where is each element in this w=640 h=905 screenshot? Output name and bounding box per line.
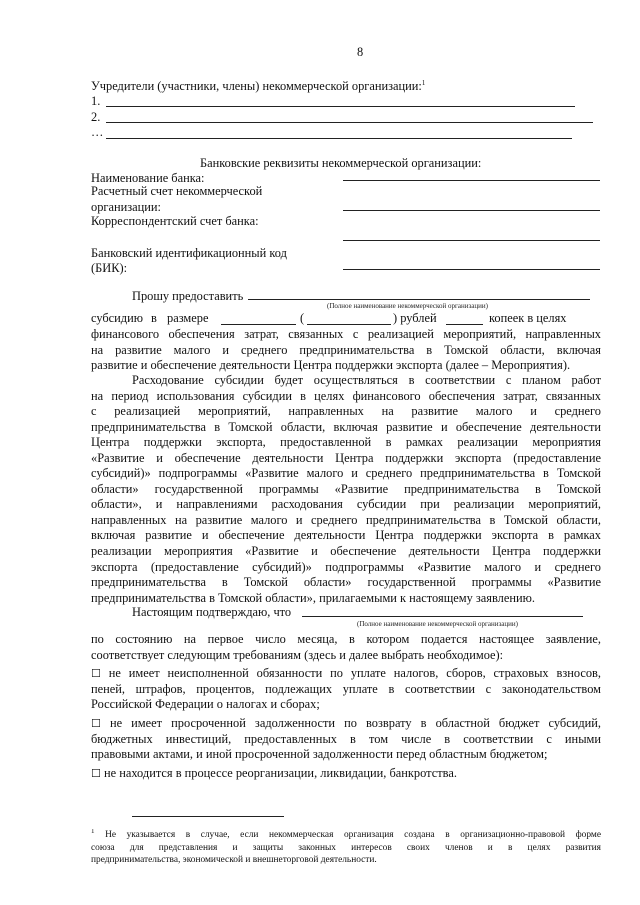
checkbox-icon[interactable]: ☐ [91,667,101,680]
checkbox-icon[interactable]: ☐ [91,717,101,730]
option-reorganization[interactable]: ☐ не находится в процессе реорганизации, ликвидации, банкротства. [91,766,457,780]
account-label-2: организации: [91,200,161,214]
request-lead: Прошу предоставить [132,289,244,303]
subsidy-line: субсидию в размере ( ) рублей копеек в целях [91,311,567,325]
founder-1-line[interactable] [106,106,575,107]
account-line[interactable] [343,210,600,211]
page-number: 8 [357,45,364,59]
bik-line[interactable] [343,269,600,270]
bank-name-line[interactable] [343,180,600,181]
spending-body: Расходование субсидии будет осуществляться в соответствии с планом работ на период использования субсидии в целях финансового обеспечения затрат, связанных с реализацией мероприятий, направленных на развитие малого и среднего предпринимательства в Томской области, включая развитие и обеспечение деятельности Центра поддержки экспорта, предоставленной в рамках реализации мероприятия «Развитие и обеспечение деятельности Центра поддержки экспорта (предоставление субсидий)» подпрограммы «Развитие малого и среднего предпринимательства в Томской области» государственной программы «Развитие предпринимательства в Томской области», и направлениями расходования субсидии при реализации мероприятий, направленных на развитие малого и среднего предпринимательства в Томской области, включая развитие и обеспечение деятельности Центра поддержки экспорта в рамках реализации мероприятия «Развитие и обеспечение деятельности Центра поддержки экспорта (предоставление субсидий)» подпрограммы «Развитие малого и среднего предпринимательства в Томской области» государственной программы «Развитие предпринимательства в Томской области», прилагаемыми к настоящему заявлению. [91,373,601,605]
confirm-body: по состоянию на первое число месяца, в котором подается настоящее заявление, соответствует следующим требованиям (здесь и далее выбрать необходимое): [91,632,601,662]
founder-more-line[interactable] [106,138,572,139]
option-debt[interactable]: ☐ не имеет просроченной задолженности по возврату в областной бюджет субсидий, бюджетных инвестиций, предоставленных в том числе в соответствии с иными правовыми актами, и иной просроченной задолженности перед областным бюджетом; [91,716,601,762]
founder-2-line[interactable] [106,122,593,123]
founder-1-label: 1. [91,94,101,108]
subsidy-amount-line[interactable] [221,324,296,325]
request-org-line[interactable] [248,299,590,300]
bik-label-1: Банковский идентификационный код [91,246,287,260]
footnote: $^1$ Не указывается в случае, если некоммерческая организация создана в организационно-правовой форме союза для представления и защиты законных интересов своих членов и в целях развития предпринимательства, экономической и внешнеторговой деятельности. [91,829,601,867]
footnote-ref: 1 [421,78,426,87]
bik-label-2: (БИК): [91,261,128,275]
footnote-marker: 1 [91,829,95,835]
footnote-separator [132,816,284,817]
corr-account-line[interactable] [343,240,600,241]
founder-more-label: … [91,125,104,139]
checkbox-icon[interactable]: ☐ [91,767,101,780]
founder-2-label: 2. [91,110,101,124]
option-taxes[interactable]: ☐ не имеет неисполненной обязанности по уплате налогов, сборов, страховых взносов, пеней, штрафов, процентов, подлежащих уплате в соответствии с законодательством Российской Федерации о налогах и сборах; [91,666,601,712]
confirm-org-hint: (Полное наименование некоммерческой организации) [357,620,518,628]
request-org-hint: (Полное наименование некоммерческой организации) [327,302,488,310]
bank-heading: Банковские реквизиты некоммерческой организации: [200,156,482,170]
account-label-1: Расчетный счет некоммерческой [91,184,263,198]
subsidy-kop-line[interactable] [446,324,483,325]
bank-name-label: Наименование банка: [91,171,205,185]
founders-heading: Учредители (участники, члены) некоммерческой организации:$^1$ [91,78,426,93]
request-body: финансового обеспечения затрат, связанных с реализацией мероприятий, направленных на развитие малого и среднего предпринимательства в Томской области, включая развитие и обеспечение деятельности Центра поддержки экспорта (далее – Мероприятия). [91,327,601,373]
corr-account-label: Корреспондентский счет банка: [91,214,259,228]
confirm-lead: Настоящим подтверждаю, что [132,605,292,619]
subsidy-words-line[interactable] [307,324,391,325]
confirm-org-line[interactable] [302,616,583,617]
